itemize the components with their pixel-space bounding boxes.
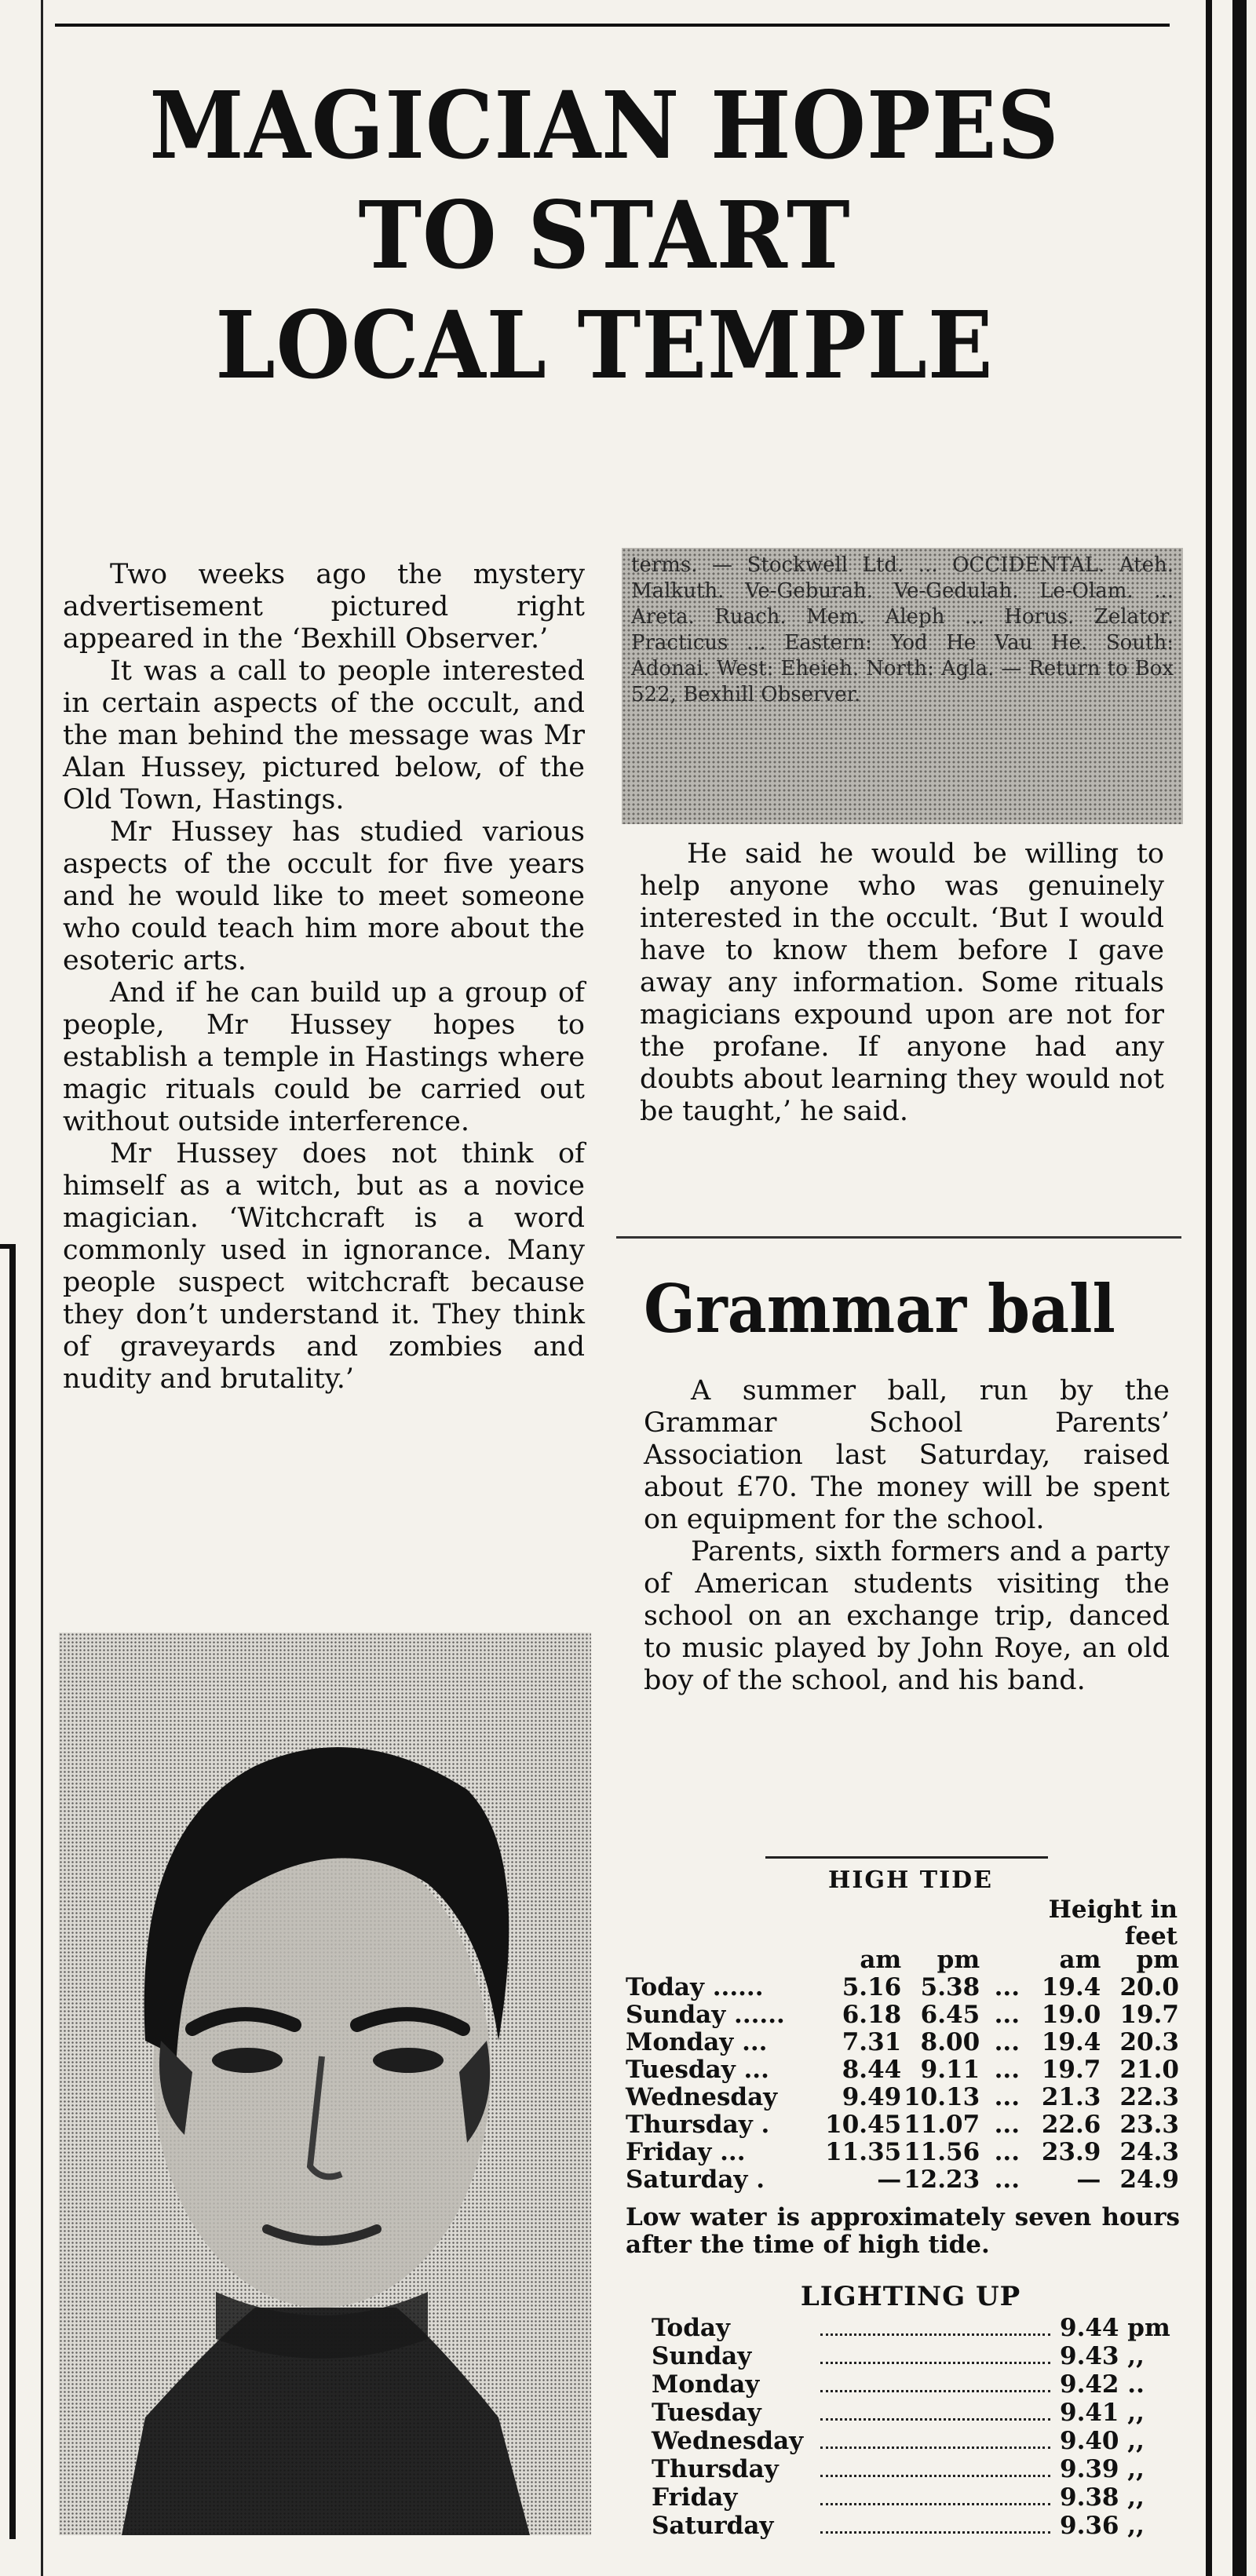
headline-line-3: LOCAL TEMPLE	[215, 290, 994, 400]
adjacent-column-bracket	[0, 1244, 16, 2539]
tide-row: Saturday . — 12.23 ... — 24.9	[626, 2166, 1179, 2194]
lighting-up-row: Thursday 9.39 ,,	[652, 2455, 1145, 2483]
article-paragraph: It was a call to people interested in certain aspects of the occult, and the man behind the message was Mr Alan Hussey, pictured below, of the Old Town, Hastings.	[63, 655, 585, 815]
lighting-up-title: LIGHTING UP	[800, 2281, 1021, 2312]
grammar-ball-paragraph: A summer ball, run by the Grammar School Parents’ Association last Saturday, raised about £70. The money will be spent on equipment for the school.	[644, 1375, 1170, 1535]
tide-row: Today ...... 5.16 5.38 ... 19.4 20.0	[626, 1973, 1179, 2001]
tide-row: Wednesday 9.49 10.13 ... 21.3 22.3	[626, 2083, 1179, 2111]
low-water-note: Low water is approximately seven hours after the time of high tide.	[626, 2203, 1180, 2259]
lighting-up-row: Tuesday 9.41 ,,	[652, 2399, 1145, 2427]
article-paragraph: Mr Hussey has studied various aspects of the occult for five years and he would like to meet someone who could teach him more about the esoteric arts.	[63, 816, 585, 976]
portrait-illustration	[59, 1633, 591, 2535]
grammar-ball-title: Grammar ball	[644, 1270, 1115, 1348]
article-paragraph: Mr Hussey does not think of himself as a witch, but as a novice magician. ‘Witchcraft is a word commonly used in ignorance. Many people suspect witchcraft because they don’t understand it. They think of graveyards and zombies and nudity and brutality.’	[63, 1138, 585, 1395]
article-paragraph: And if he can build up a group of people, Mr Hussey hopes to establish a temple in Hastings where magic rituals could be carried out without outside interference.	[63, 977, 585, 1137]
tide-col-height-pm: pm	[1136, 1946, 1179, 1974]
tide-height-label: Height in feet	[1048, 1896, 1178, 1950]
column-rule-right	[1206, 0, 1212, 2576]
lighting-up-row: Friday 9.38 ,,	[652, 2483, 1145, 2512]
article-body	[63, 559, 585, 1396]
headline	[92, 71, 1117, 400]
grammar-ball-body	[644, 1375, 1170, 1697]
lighting-up-list	[652, 2314, 1178, 2540]
tide-row: Friday ... 11.35 11.56 ... 23.9 24.3	[626, 2138, 1179, 2166]
top-rule	[55, 24, 1170, 27]
headline-line-1: MAGICIAN HOPES	[149, 71, 1060, 180]
lighting-up-row: Today 9.44 pm	[652, 2314, 1170, 2342]
column-rule-left	[41, 0, 43, 2576]
article-paragraph: Two weeks ago the mystery advertisement pictured right appeared in the ‘Bexhill Observer.’	[63, 559, 585, 655]
mystery-advertisement: terms. — Stockwell Ltd. ... OCCIDENTAL. Ateh. Malkuth. Ve-Geburah. Ve-Gedulah. Le-Olam. ... Areta. Ruach. Mem. Aleph ... Horus. Zelator. Practicus ... Eastern: Yod He Vau He. South: Adonai. West: Eheieh. North: Agla. — Return to Box 522, Bexhill Observer.	[622, 548, 1183, 824]
lighting-up-row: Sunday 9.43 ,,	[652, 2342, 1145, 2370]
grammar-ball-paragraph: Parents, sixth formers and a party of American students visiting the school on an exchange trip, danced to music played by John Roye, an old boy of the school, and his band.	[644, 1536, 1170, 1696]
section-divider	[616, 1236, 1181, 1239]
high-tide-title: HIGH TIDE	[827, 1866, 994, 1894]
article-paragraph: He said he would be willing to help anyone who was genuinely interested in the occult. ‘But I would have to know them before I gave away any information. Some rituals magicians expound upon are not for the profane. If anyone had any doubts about learning they would not be taught,’ he said.	[640, 838, 1164, 1127]
article-continued	[640, 838, 1164, 1128]
tide-row: Thursday . 10.45 11.07 ... 22.6 23.3	[626, 2111, 1179, 2139]
tide-row: Monday ... 7.31 8.00 ... 19.4 20.3	[626, 2028, 1179, 2056]
lighting-up-row: Monday 9.42 ..	[652, 2370, 1145, 2399]
tide-header-row	[626, 1947, 1179, 1974]
tide-col-pm: pm	[937, 1946, 980, 1974]
high-tide-table	[626, 1947, 1179, 2194]
tide-col-height-am: am	[1059, 1946, 1101, 1974]
portrait-photo	[59, 1633, 591, 2535]
tide-row: Sunday ...... 6.18 6.45 ... 19.0 19.7	[626, 2001, 1179, 2029]
headline-line-2: TO START	[358, 181, 851, 290]
tide-row: Tuesday ... 8.44 9.11 ... 19.7 21.0	[626, 2056, 1179, 2084]
lighting-up-row: Wednesday 9.40 ,,	[652, 2427, 1145, 2455]
page-edge-rule	[1232, 0, 1247, 2576]
tide-rule	[765, 1856, 1048, 1859]
tide-col-am: am	[860, 1946, 902, 1974]
lighting-up-row: Saturday 9.36 ,,	[652, 2512, 1145, 2540]
